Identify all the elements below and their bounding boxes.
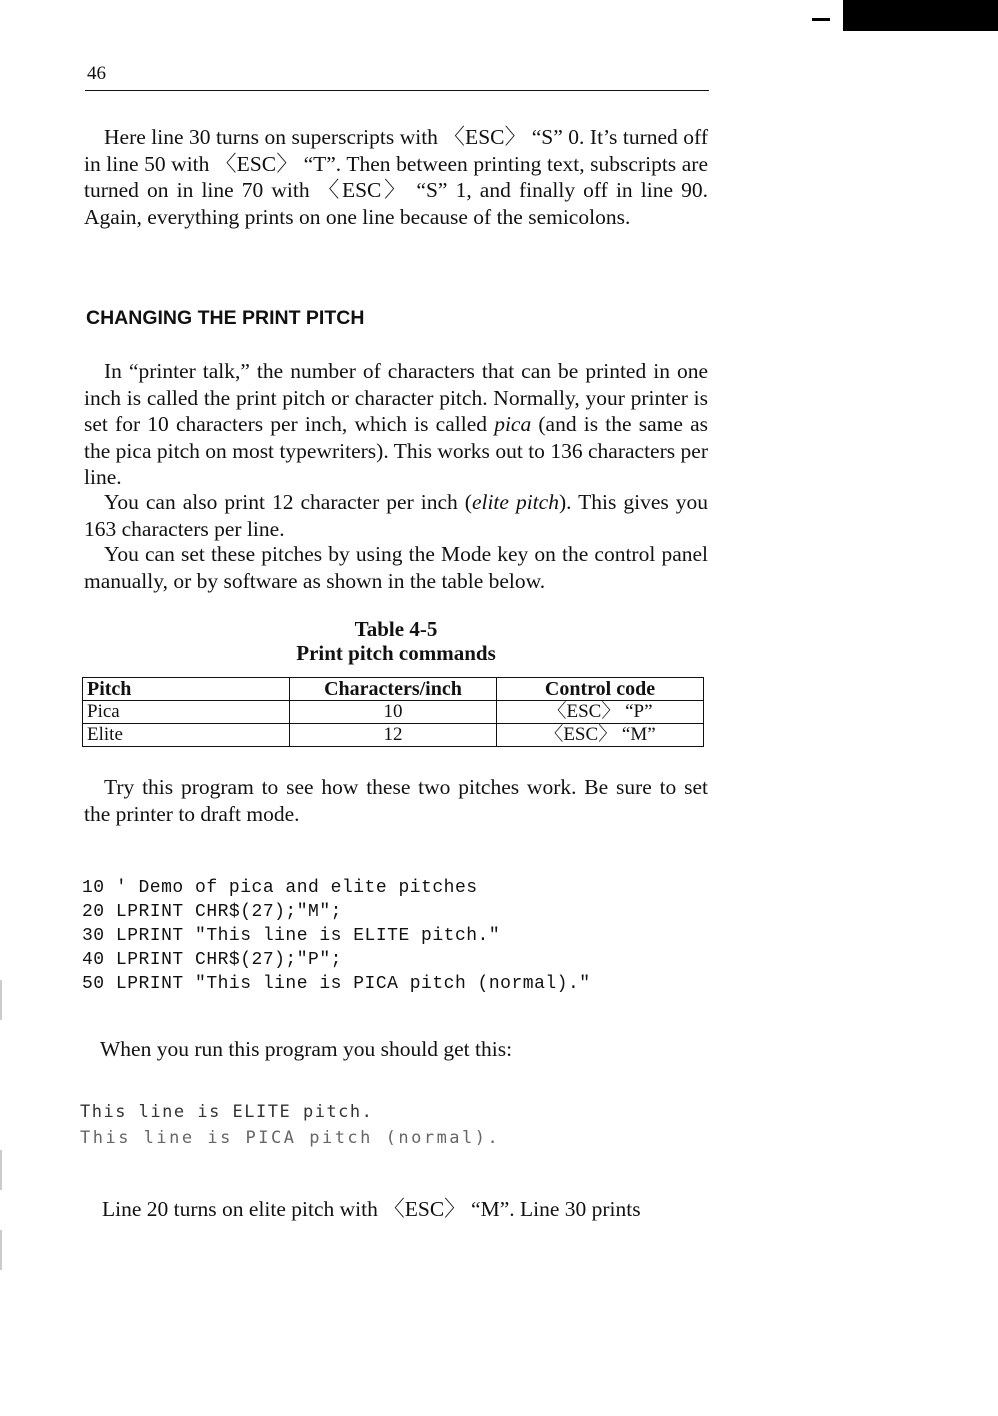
program-intro xyxy=(84,774,708,827)
intro-paragraph xyxy=(84,124,708,230)
header-rule xyxy=(85,90,709,91)
table-caption: Print pitch commands xyxy=(296,641,496,665)
code-line: 30 LPRINT "This line is ELITE pitch." xyxy=(82,926,501,946)
table-row xyxy=(83,724,704,747)
output-line-elite: This line is ELITE pitch. xyxy=(80,1102,374,1122)
para2-text-b: ). This gives you 163 characters per line. xyxy=(84,490,708,541)
code-line: 10 ' Demo of pica and elite pitches xyxy=(82,878,478,898)
para1-text-a: In “printer talk,” the number of characters that can be printed in one inch is called the print pitch or character pitch. Normally, your printer is set for 10 characters per inch, which is called xyxy=(84,359,708,436)
cell-pitch: Elite xyxy=(83,724,290,747)
header-pitch: Pitch xyxy=(83,678,290,701)
table-header-row xyxy=(83,678,704,701)
output-intro: When you run this program you should get this: xyxy=(100,1037,513,1061)
section-heading: CHANGING THE PRINT PITCH xyxy=(86,307,365,329)
para1-text-b: (and is the same as the pica pitch on most typewriters). This works out to 136 characters per line. xyxy=(84,412,708,489)
cell-pitch: Pica xyxy=(83,701,290,724)
code-line: 20 LPRINT CHR$(27);"M"; xyxy=(82,902,342,922)
para2-emphasis: elite pitch xyxy=(471,490,559,514)
header-characters-per-inch: Characters/inch xyxy=(290,678,497,701)
cell-control-code: 〈ESC〉 “M” xyxy=(497,724,704,747)
output-line-pica: This line is PICA pitch (normal). xyxy=(80,1128,501,1148)
table-row xyxy=(83,701,704,724)
table-number: Table 4-5 xyxy=(354,617,438,641)
para3-text: You can set these pitches by using the Mode key on the control panel manually, or by software as shown in the table below. xyxy=(84,542,708,593)
code-line: 40 LPRINT CHR$(27);"P"; xyxy=(82,950,342,970)
para1-emphasis: pica xyxy=(494,412,532,436)
pitch-paragraph-2 xyxy=(84,489,708,542)
code-line: 50 LPRINT "This line is PICA pitch (normal)." xyxy=(82,974,591,994)
program-intro-text: Try this program to see how these two pitches work. Be sure to set the printer to draft mode. xyxy=(84,775,708,826)
scan-edge-mark xyxy=(0,1150,2,1190)
intro-text: Here line 30 turns on superscripts with 〈ESC〉 “S” 0. It’s turned off in line 50 with 〈ESC〉 “T”. Then between printing text, subscripts are turned on in line 70 with 〈ESC〉 “S” 1, and finally off in line 90. Again, everything prints on one line because of the semicolons. xyxy=(84,125,708,229)
pitch-paragraph-3 xyxy=(84,541,708,594)
closing-paragraph: Line 20 turns on elite pitch with 〈ESC〉 “M”. Line 30 prints xyxy=(102,1197,641,1221)
scan-edge-mark xyxy=(0,980,2,1020)
program-listing xyxy=(82,876,591,996)
header-control-code: Control code xyxy=(497,678,704,701)
cell-characters: 10 xyxy=(290,701,497,724)
pitch-commands-table xyxy=(82,677,704,747)
corner-dash-marker xyxy=(812,18,830,21)
printer-output-sample xyxy=(80,1099,500,1151)
cell-control-code: 〈ESC〉 “P” xyxy=(497,701,704,724)
cell-characters: 12 xyxy=(290,724,497,747)
corner-tab-marker xyxy=(843,0,998,31)
para2-text-a: You can also print 12 character per inch ( xyxy=(104,490,472,514)
pitch-paragraph-1 xyxy=(84,358,708,491)
page-number: 46 xyxy=(87,63,106,84)
scan-edge-mark xyxy=(0,1230,2,1270)
